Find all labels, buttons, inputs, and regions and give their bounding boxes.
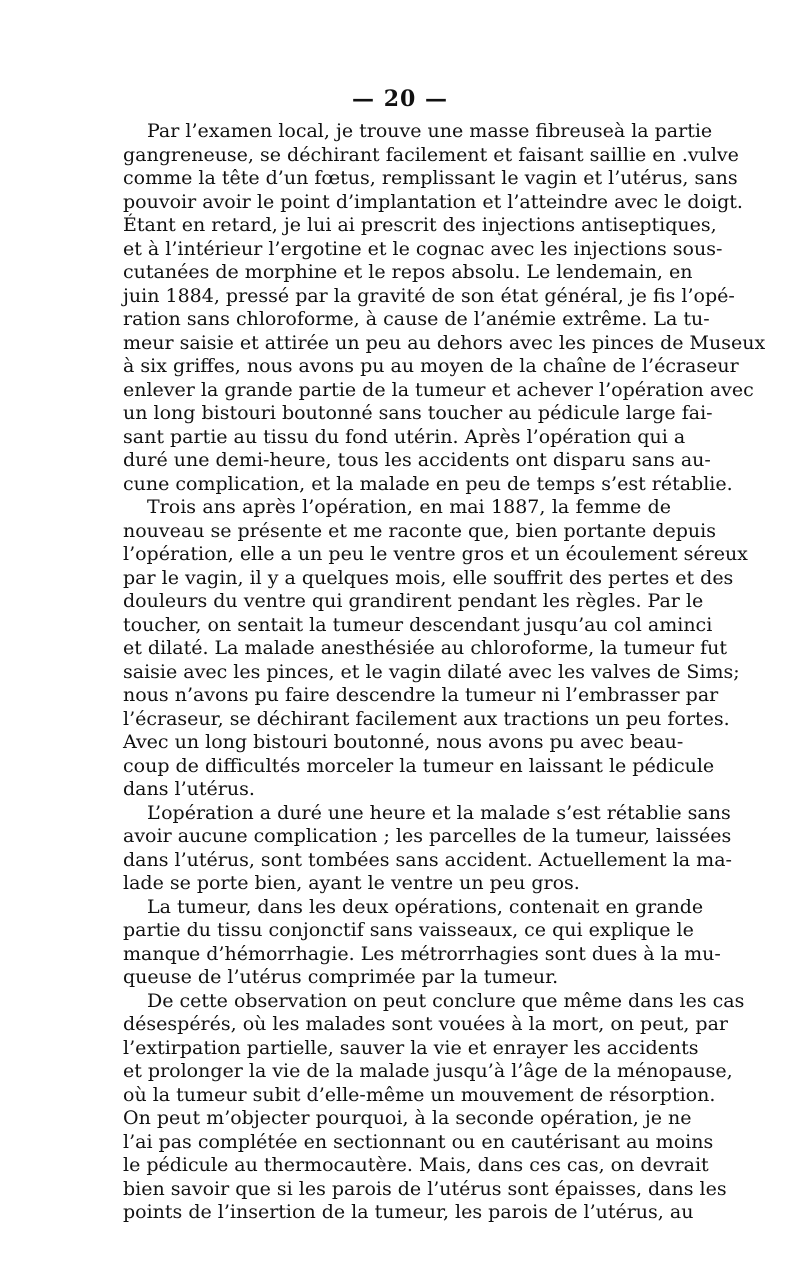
text-line: et prolonger la vie de la malade jusqu’à l’âge de la ménopause,	[123, 1060, 733, 1082]
text-line: La tumeur, dans les deux opérations, contenait en grande	[147, 895, 704, 918]
text-line: dans l’utérus, sont tombées sans accident. Actuellement la ma-	[123, 848, 732, 871]
text-line: nous n’avons pu faire descendre la tumeur ni l’embrasser par	[123, 684, 719, 706]
text-line: douleurs du ventre qui grandirent pendant les règles. Par le	[123, 590, 704, 612]
text-line: cutanées de morphine et le repos absolu. Le lendemain, en	[123, 261, 693, 283]
text-line: duré une demi-heure, tous les accidents ont disparu sans au-	[123, 449, 711, 471]
text-line: L’opération a duré une heure et la malade s’est rétablie sans	[147, 801, 731, 824]
text-line: et dilaté. La malade anesthésiée au chloroforme, la tumeur fut	[123, 637, 727, 659]
text-line: manque d’hémorrhagie. Les métrorrhagies sont dues à la mu-	[123, 942, 721, 965]
text-line: enlever la grande partie de la tumeur et achever l’opération avec	[123, 378, 754, 401]
text-line: avoir aucune complication ; les parcelles de la tumeur, laissées	[123, 825, 732, 847]
text-line: Par l’examen local, je trouve une masse fibreuseà la partie	[147, 120, 713, 142]
text-line: par le vagin, il y a quelques mois, elle souffrit des pertes et des	[123, 566, 734, 589]
text-line: bien savoir que si les parois de l’utérus sont épaisses, dans les	[123, 1177, 727, 1200]
text-line: queuse de l’utérus comprimée par la tumeur.	[123, 966, 559, 988]
text-line: comme la tête d’un fœtus, remplissant le vagin et l’utérus, sans	[123, 167, 738, 189]
text-line: De cette observation on peut conclure que même dans les cas	[147, 989, 745, 1012]
text-line: sant partie au tissu du fond utérin. Après l’opération qui a	[123, 425, 686, 448]
text-line: cune complication, et la malade en peu de temps s’est rétablie.	[123, 472, 733, 495]
text-line: le pédicule au thermocautère. Mais, dans ces cas, on devrait	[123, 1154, 709, 1176]
text-line: juin 1884, pressé par la gravité de son état général, je fis l’opé-	[123, 284, 735, 307]
body-text	[123, 120, 766, 1225]
text-line: partie du tissu conjonctif sans vaisseaux, ce qui explique le	[123, 919, 694, 941]
text-line: où la tumeur subit d’elle-même un mouvement de résorption.	[123, 1083, 716, 1106]
text-line: l’ai pas complétée en sectionnant ou en cautérisant au moins	[123, 1130, 714, 1153]
text-line: et à l’intérieur l’ergotine et le cognac avec les injections sous-	[123, 237, 723, 260]
text-line: pouvoir avoir le point d’implantation et l’atteindre avec le doigt.	[123, 190, 743, 213]
text-line: meur saisie et attirée un peu au dehors avec les pinces de Museux	[123, 331, 766, 354]
text-line: Trois ans après l’opération, en mai 1887, la femme de	[147, 496, 671, 518]
text-line: un long bistouri boutonné sans toucher au pédicule large fai-	[123, 402, 713, 424]
text-line: points de l’insertion de la tumeur, les parois de l’utérus, au	[123, 1201, 694, 1223]
text-line: l’écraseur, se déchirant facilement aux tractions un peu fortes.	[123, 707, 730, 730]
text-line: saisie avec les pinces, et le vagin dilaté avec les valves de Sims;	[123, 660, 740, 683]
text-line: ration sans chloroforme, à cause de l’anémie extrême. La tu-	[123, 308, 710, 330]
text-line: coup de difficultés morceler la tumeur en laissant le pédicule	[123, 754, 715, 777]
text-line: dans l’utérus.	[123, 778, 255, 800]
text-line: On peut m’objecter pourquoi, à la seconde opération, je ne	[123, 1107, 692, 1129]
text-line: nouveau se présente et me raconte que, bien portante depuis	[123, 519, 716, 542]
page-number: — 20 —	[352, 86, 448, 112]
text-line: Avec un long bistouri boutonné, nous avons pu avec beau-	[123, 731, 684, 753]
text-line: l’opération, elle a un peu le ventre gros et un écoulement séreux	[123, 543, 748, 565]
text-line: lade se porte bien, ayant le ventre un peu gros.	[123, 872, 580, 894]
text-line: désespérés, où les malades sont vouées à la mort, on peut, par	[123, 1013, 728, 1035]
text-line: toucher, on sentait la tumeur descendant jusqu’au col aminci	[123, 613, 713, 636]
text-line: Étant en retard, je lui ai prescrit des injections antiseptiques,	[123, 214, 717, 236]
text-line: gangreneuse, se déchirant facilement et faisant saillie en .vulve	[123, 143, 739, 166]
text-line: l’extirpation partielle, sauver la vie et enrayer les accidents	[123, 1036, 699, 1059]
text-line: à six griffes, nous avons pu au moyen de la chaîne de l’écraseur	[123, 355, 739, 377]
